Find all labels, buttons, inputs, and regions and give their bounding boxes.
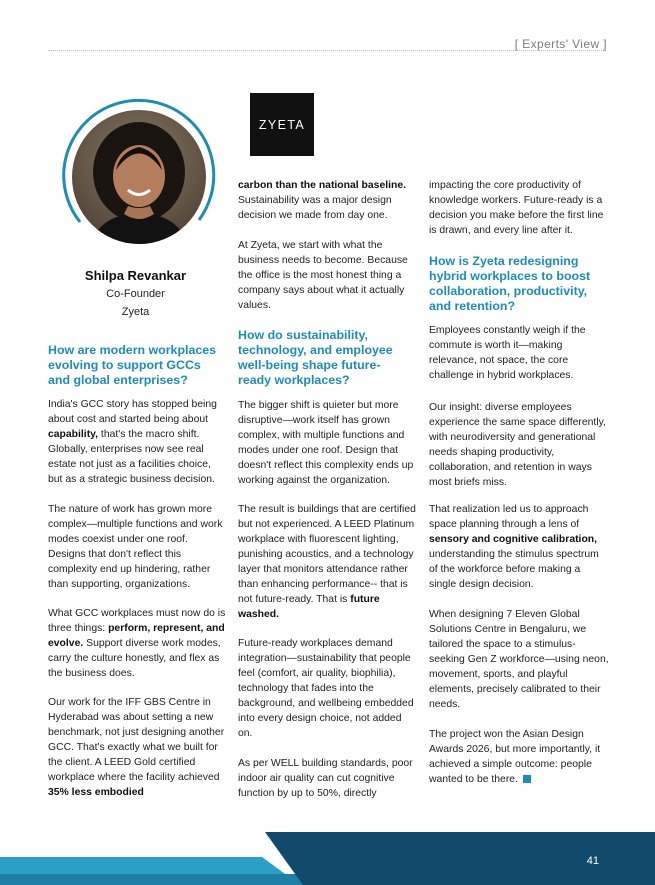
paragraph: Future-ready workplaces demand integration—sustainability that people feel (comfort, air quality, biophilia), technology that fades into the background, and wellbeing embedded into every design choice, not added on. — [238, 638, 414, 739]
question-heading-3: How is Zyeta redesigning hybrid workplaces to boost collaboration, productivity, and retention? — [429, 254, 591, 313]
author-role: Co-Founder — [106, 288, 165, 300]
zyeta-logo: ZYETA — [250, 93, 314, 156]
paragraph: impacting the core productivity of knowledge workers. Future-ready is a decision you make before the first line is drawn, and every line after it. — [429, 180, 604, 236]
author-name: Shilpa Revankar — [84, 268, 187, 283]
author-block — [48, 268, 223, 320]
end-mark-icon — [523, 775, 531, 783]
page-number: 41 — [586, 855, 599, 867]
paragraph: carbon than the national baseline. Sustainability was a major design decision we made from day one. — [238, 180, 407, 221]
paragraph: Employees constantly weigh if the commute is worth it—making relevance, not space, the core challenge in hybrid workplaces. — [429, 325, 586, 381]
paragraph: The project won the Asian Design Awards 2026, but more importantly, it achieved a simple outcome: people wanted to be there. — [429, 729, 601, 785]
paragraph: Our insight: diverse employees experience the same space differently, with neurodiversity and generational needs shaping productivity, collaboration, and retention in ways most briefs miss. — [429, 402, 606, 488]
section-tag: [ Experts' View ] — [514, 37, 607, 51]
paragraph: Our work for the IFF GBS Centre in Hyderabad was about setting a new benchmark, not just designing another GCC. That's exactly what we built for the client. A LEED Gold certified workplace where the facility achieved 35% less embodied — [48, 697, 225, 798]
paragraph: When designing 7 Eleven Global Solutions Centre in Bengaluru, we tailored the space to a stimulus-seeking Gen Z workforce—using neon, movement, sports, and playful elements, precisely calibrated to their needs. — [429, 609, 609, 710]
paragraph: The nature of work has grown more complex—multiple functions and work modes coexist under one roof. Designs that don't reflect this complexity end up hindering, rather than supporting, organizations. — [48, 504, 223, 590]
question-heading-1: How are modern workplaces evolving to support GCCs and global enterprises? — [48, 343, 217, 387]
paragraph: As per WELL building standards, poor indoor air quality can cut cognitive function by up to 50%, directly — [238, 758, 413, 799]
author-portrait — [54, 92, 224, 262]
paragraph: What GCC workplaces must now do is three things: perform, represent, and evolve. Support diverse work modes, carry the culture honestly, and flex as the business does. — [48, 608, 226, 679]
paragraph: India's GCC story has stopped being about cost and started being about capability, that's the macro shift. Globally, enterprises now see real estate not just as a facilities choice, but as a strategic business decision. — [48, 399, 217, 485]
paragraph: The bigger shift is quieter but more disruptive—work itself has grown complex, with multiple functions and modes under one roof. Design that doesn't reflect this complexity ends up working against the organization. — [238, 400, 414, 486]
question-heading-2: How do sustainability, technology, and employee well-being shape future-ready workplaces? — [238, 328, 393, 387]
paragraph: The result is buildings that are certified but not experienced. A LEED Platinum workplace with fluorescent lighting, punishing acoustics, and a technology layer that monitors attendance rather than enhancing performance-- that is not future-ready. That is future washed. — [238, 504, 416, 620]
author-company: Zyeta — [121, 306, 150, 318]
paragraph: That realization led us to approach space planning through a lens of sensory and cognitive calibration, understanding the stimulus spectrum of the workforce before making a single design decision. — [429, 504, 599, 590]
paragraph: At Zyeta, we start with what the business needs to become. Because the office is the most honest thing a company says about what it actually values. — [238, 240, 408, 311]
footer-band-mid — [0, 874, 310, 885]
